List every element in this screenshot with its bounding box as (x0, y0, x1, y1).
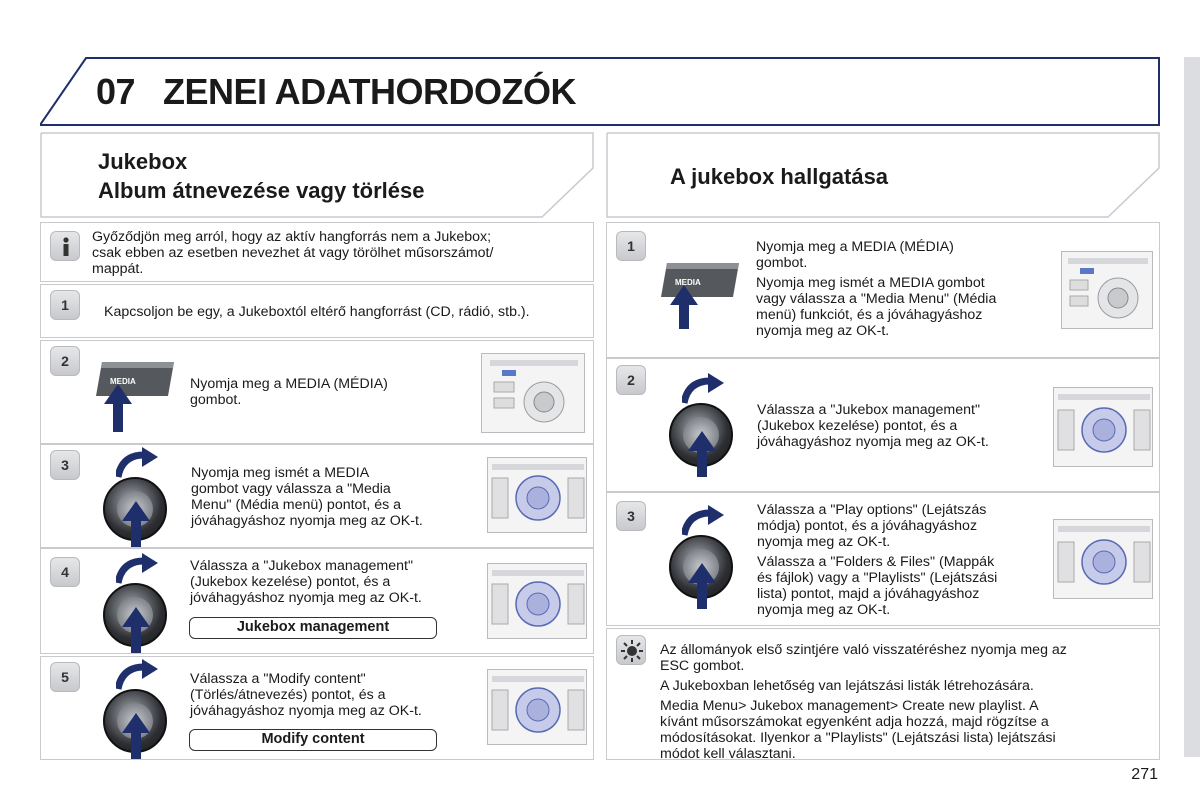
menu-item-jukebox-management: Jukebox management (189, 617, 437, 639)
left-step-5 (40, 656, 594, 760)
chapter-number: 07 (96, 71, 136, 112)
up-arrow-icon (122, 713, 150, 759)
left-title-line1: Jukebox (98, 149, 188, 174)
step-badge: 5 (50, 662, 80, 692)
rotate-arrow-icon (116, 553, 158, 585)
console-illustration (487, 669, 587, 745)
up-arrow-icon (688, 563, 716, 609)
step-text: Kapcsoljon be egy, a Jukeboxtól eltérő hangforrást (CD, rádió, stb.). (104, 304, 530, 320)
tip-row (606, 628, 1160, 760)
step-badge: 2 (50, 346, 80, 376)
step-badge: 3 (50, 450, 80, 480)
step-text: Nyomja meg a MEDIA (MÉDIA) gombot. (190, 376, 388, 408)
info-icon (50, 231, 80, 261)
page-number: 271 (1131, 766, 1158, 783)
info-text: Győződjön meg arról, hogy az aktív hangforrás nem a Jukebox; csak ebben az esetben nevezhet át vagy törölhet műsorszámot/ mappát. (92, 229, 494, 277)
left-step-1 (40, 284, 594, 338)
side-tab (1184, 57, 1200, 757)
console-illustration (1053, 387, 1153, 467)
left-title-line2: Album átnevezése vagy törlése (98, 178, 425, 203)
right-step-1 (606, 222, 1160, 358)
media-label: MEDIA (110, 377, 136, 386)
left-section-title (40, 132, 594, 218)
left-step-4 (40, 548, 594, 654)
rotate-arrow-icon (682, 505, 724, 537)
step-text: Válassza a "Modify content" (Törlés/átnevezés) pontot, és a jóváhagyáshoz nyomja meg az OK-t. (190, 671, 422, 719)
chapter-header (40, 57, 1160, 126)
right-title: A jukebox hallgatása (670, 164, 889, 189)
step-text: Nyomja meg ismét a MEDIA gombot vagy válassza a "Media Menu" (Média menü) pontot, és a jóváhagyáshoz nyomja meg az OK-t. (191, 465, 423, 529)
step-text: Nyomja meg a MEDIA (MÉDIA) gombot. Nyomja meg ismét a MEDIA gombot vagy válassza a "Media Menu" (Média menü) funkciót, és a jóváhagyáshoz nyomja meg az OK-t. (756, 239, 997, 339)
left-step-2 (40, 340, 594, 444)
step-text: Válassza a "Jukebox management" (Jukebox kezelése) pontot, és a jóváhagyáshoz nyomja meg az OK-t. (757, 402, 989, 450)
step-badge: 3 (616, 501, 646, 531)
step-badge: 2 (616, 365, 646, 395)
console-illustration (487, 457, 587, 533)
media-label: MEDIA (675, 278, 701, 287)
sun-tip-icon (616, 635, 646, 665)
right-step-3 (606, 492, 1160, 626)
up-arrow-icon (122, 607, 150, 653)
rotate-arrow-icon (116, 659, 158, 691)
console-illustration (487, 563, 587, 639)
info-row (40, 222, 594, 282)
step-badge: 1 (50, 290, 80, 320)
up-arrow-icon (122, 501, 150, 547)
up-arrow-icon (670, 285, 698, 329)
step-text: Válassza a "Jukebox management" (Jukebox kezelése) pontot, és a jóváhagyáshoz nyomja meg az OK-t. (190, 558, 422, 606)
chapter-title: ZENEI ADATHORDOZÓK (163, 71, 576, 112)
left-step-3 (40, 444, 594, 548)
rotate-arrow-icon (116, 447, 158, 479)
step-badge: 4 (50, 557, 80, 587)
tip-text: Az állományok első szintjére való visszatéréshez nyomja meg az ESC gombot. A Jukeboxban lehetőség van lejátszási listák létrehozására. Media Menu> Jukebox management> Create new playlist. A kívánt műsorszámokat egyenként adja hozzá, majd rögzítse a módosításokat. Ilyenkor a "Playlists" (Lejátszási lista) lejátszási módot kell választani. (660, 642, 1067, 762)
console-illustration (1053, 519, 1153, 599)
up-arrow-icon (104, 384, 132, 432)
step-badge: 1 (616, 231, 646, 261)
console-illustration (1061, 251, 1153, 329)
right-section-title (606, 132, 1160, 218)
step-text: Válassza a "Play options" (Lejátszás módja) pontot, és a jóváhagyáshoz nyomja meg az OK-t. Válassza a "Folders & Files" (Mappák és fájlok) vagy a "Playlists" (Lejátszási lista) pontot, majd a jóváhagyáshoz nyomja meg az OK-t. (757, 502, 998, 618)
right-step-2 (606, 358, 1160, 492)
console-illustration (481, 353, 585, 433)
rotate-arrow-icon (682, 373, 724, 405)
up-arrow-icon (688, 431, 716, 477)
menu-item-modify-content: Modify content (189, 729, 437, 751)
